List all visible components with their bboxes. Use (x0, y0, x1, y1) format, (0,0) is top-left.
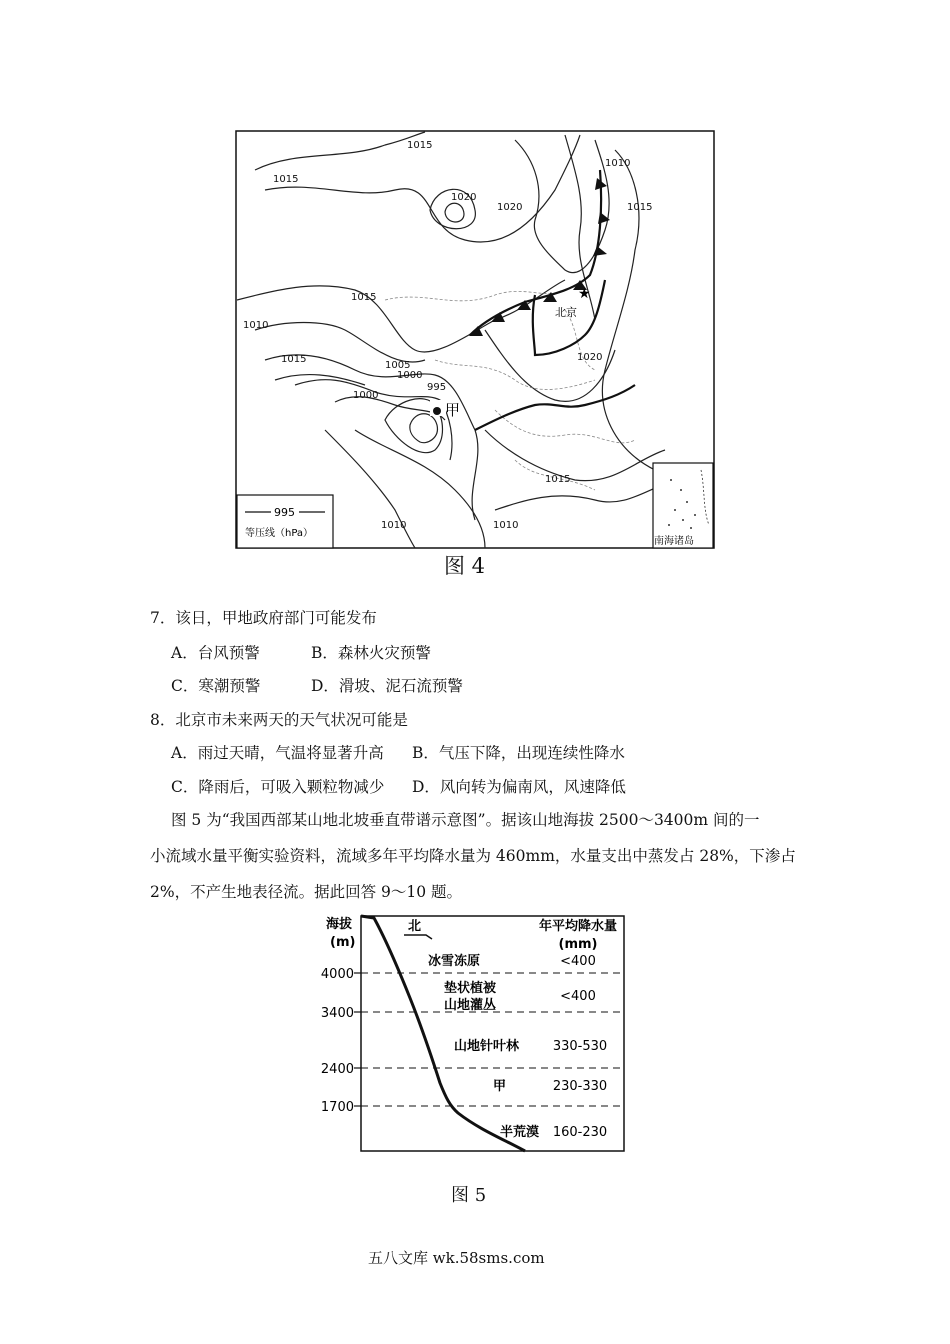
isobar-label: 1015 (273, 174, 299, 185)
zone-label: 冰雪冻原 (428, 954, 481, 969)
inset-label: 南海诸岛 (654, 536, 694, 547)
precip-unit: (mm) (558, 937, 598, 952)
precip-value: <400 (560, 954, 596, 969)
isobar-label: 1020 (451, 192, 477, 203)
y-axis-title: 海拔 (326, 917, 353, 932)
vertical-zonation-figure (300, 908, 640, 1178)
north-arrow-icon (404, 935, 432, 939)
figure4-caption: 图 4 (444, 554, 486, 578)
isobar-label: 1020 (497, 202, 523, 213)
q8-option-b: B．气压下降，出现连续性降水 (412, 744, 625, 762)
jia-location-dot (433, 407, 441, 415)
isobar-label: 1010 (243, 320, 269, 331)
precip-value: <400 (560, 989, 596, 1004)
beijing-star-icon: ★ (578, 286, 591, 302)
isobar-label: 1015 (627, 202, 653, 213)
isobar-label: 1015 (545, 474, 571, 485)
precip-value: 160-230 (552, 1125, 608, 1140)
q7-option-b: B．森林火灾预警 (311, 644, 431, 662)
q8-option-d: D．风向转为偏南风，风速降低 (412, 778, 626, 796)
zone-label: 山地灌丛 (444, 998, 497, 1013)
legend-value: 995 (274, 506, 295, 519)
isobar-label: 1000 (397, 370, 423, 381)
intro-line-3: 2%，不产生地表径流。据此回答 9～10 题。 (150, 883, 463, 901)
isobar-label: 1010 (381, 520, 407, 531)
q8-option-a: A．雨过天晴，气温将显著升高 (171, 744, 384, 762)
precip-title: 年平均降水量 (538, 919, 618, 934)
intro-line-2: 小流域水量平衡实验资料，流域多年平均降水量为 460mm，水量支出中蒸发占 28%，下渗占 (150, 847, 796, 865)
elevation-tick: 4000 (320, 967, 354, 982)
zone-label: 山地针叶林 (454, 1039, 520, 1054)
zone-label: 甲 (493, 1079, 507, 1094)
map-legend (237, 495, 333, 548)
isobar-label: 995 (427, 382, 447, 393)
elevation-tick: 1700 (320, 1100, 354, 1115)
footer-watermark: 五八文库 wk.58sms.com (368, 1249, 545, 1267)
north-label: 北 (408, 919, 422, 934)
figure5-caption: 图 5 (451, 1185, 487, 1206)
isobar-label: 1000 (353, 390, 379, 401)
weather-map-figure (235, 130, 715, 550)
precip-value: 230-330 (552, 1079, 608, 1094)
q7-option-c: C．寒潮预警 (171, 677, 261, 695)
q8-option-c: C．降雨后，可吸入颗粒物减少 (171, 778, 385, 796)
isobar-label: 1010 (493, 520, 519, 531)
y-axis-unit: (m) (330, 935, 356, 950)
zone-label: 垫状植被 (444, 981, 497, 996)
intro-line-1: 图 5 为“我国西部某山地北坡垂直带谱示意图”。据该山地海拔 2500～3400m 间的一 (171, 811, 760, 829)
question-7-stem: 7．该日，甲地政府部门可能发布 (150, 609, 377, 627)
legend-text: 等压线（hPa） (245, 528, 314, 539)
beijing-label: 北京 (555, 306, 577, 319)
precip-value: 330-530 (552, 1039, 608, 1054)
isobar-label: 1020 (577, 352, 603, 363)
isobar-label: 1015 (407, 140, 433, 151)
question-8-stem: 8．北京市未来两天的天气状况可能是 (150, 711, 408, 729)
zone-label: 半荒漠 (500, 1125, 540, 1140)
q7-option-a: A．台风预警 (171, 644, 260, 662)
isobar-label: 1010 (605, 158, 631, 169)
elevation-tick: 2400 (320, 1062, 354, 1077)
slope-profile-line (361, 916, 525, 1151)
jia-label: 甲 (445, 401, 461, 419)
isobar-label: 1015 (351, 292, 377, 303)
q7-option-d: D．滑坡、泥石流预警 (311, 677, 463, 695)
isobar-label: 1005 (385, 360, 411, 371)
elevation-tick: 3400 (320, 1006, 354, 1021)
isobar-label: 1015 (281, 354, 307, 365)
